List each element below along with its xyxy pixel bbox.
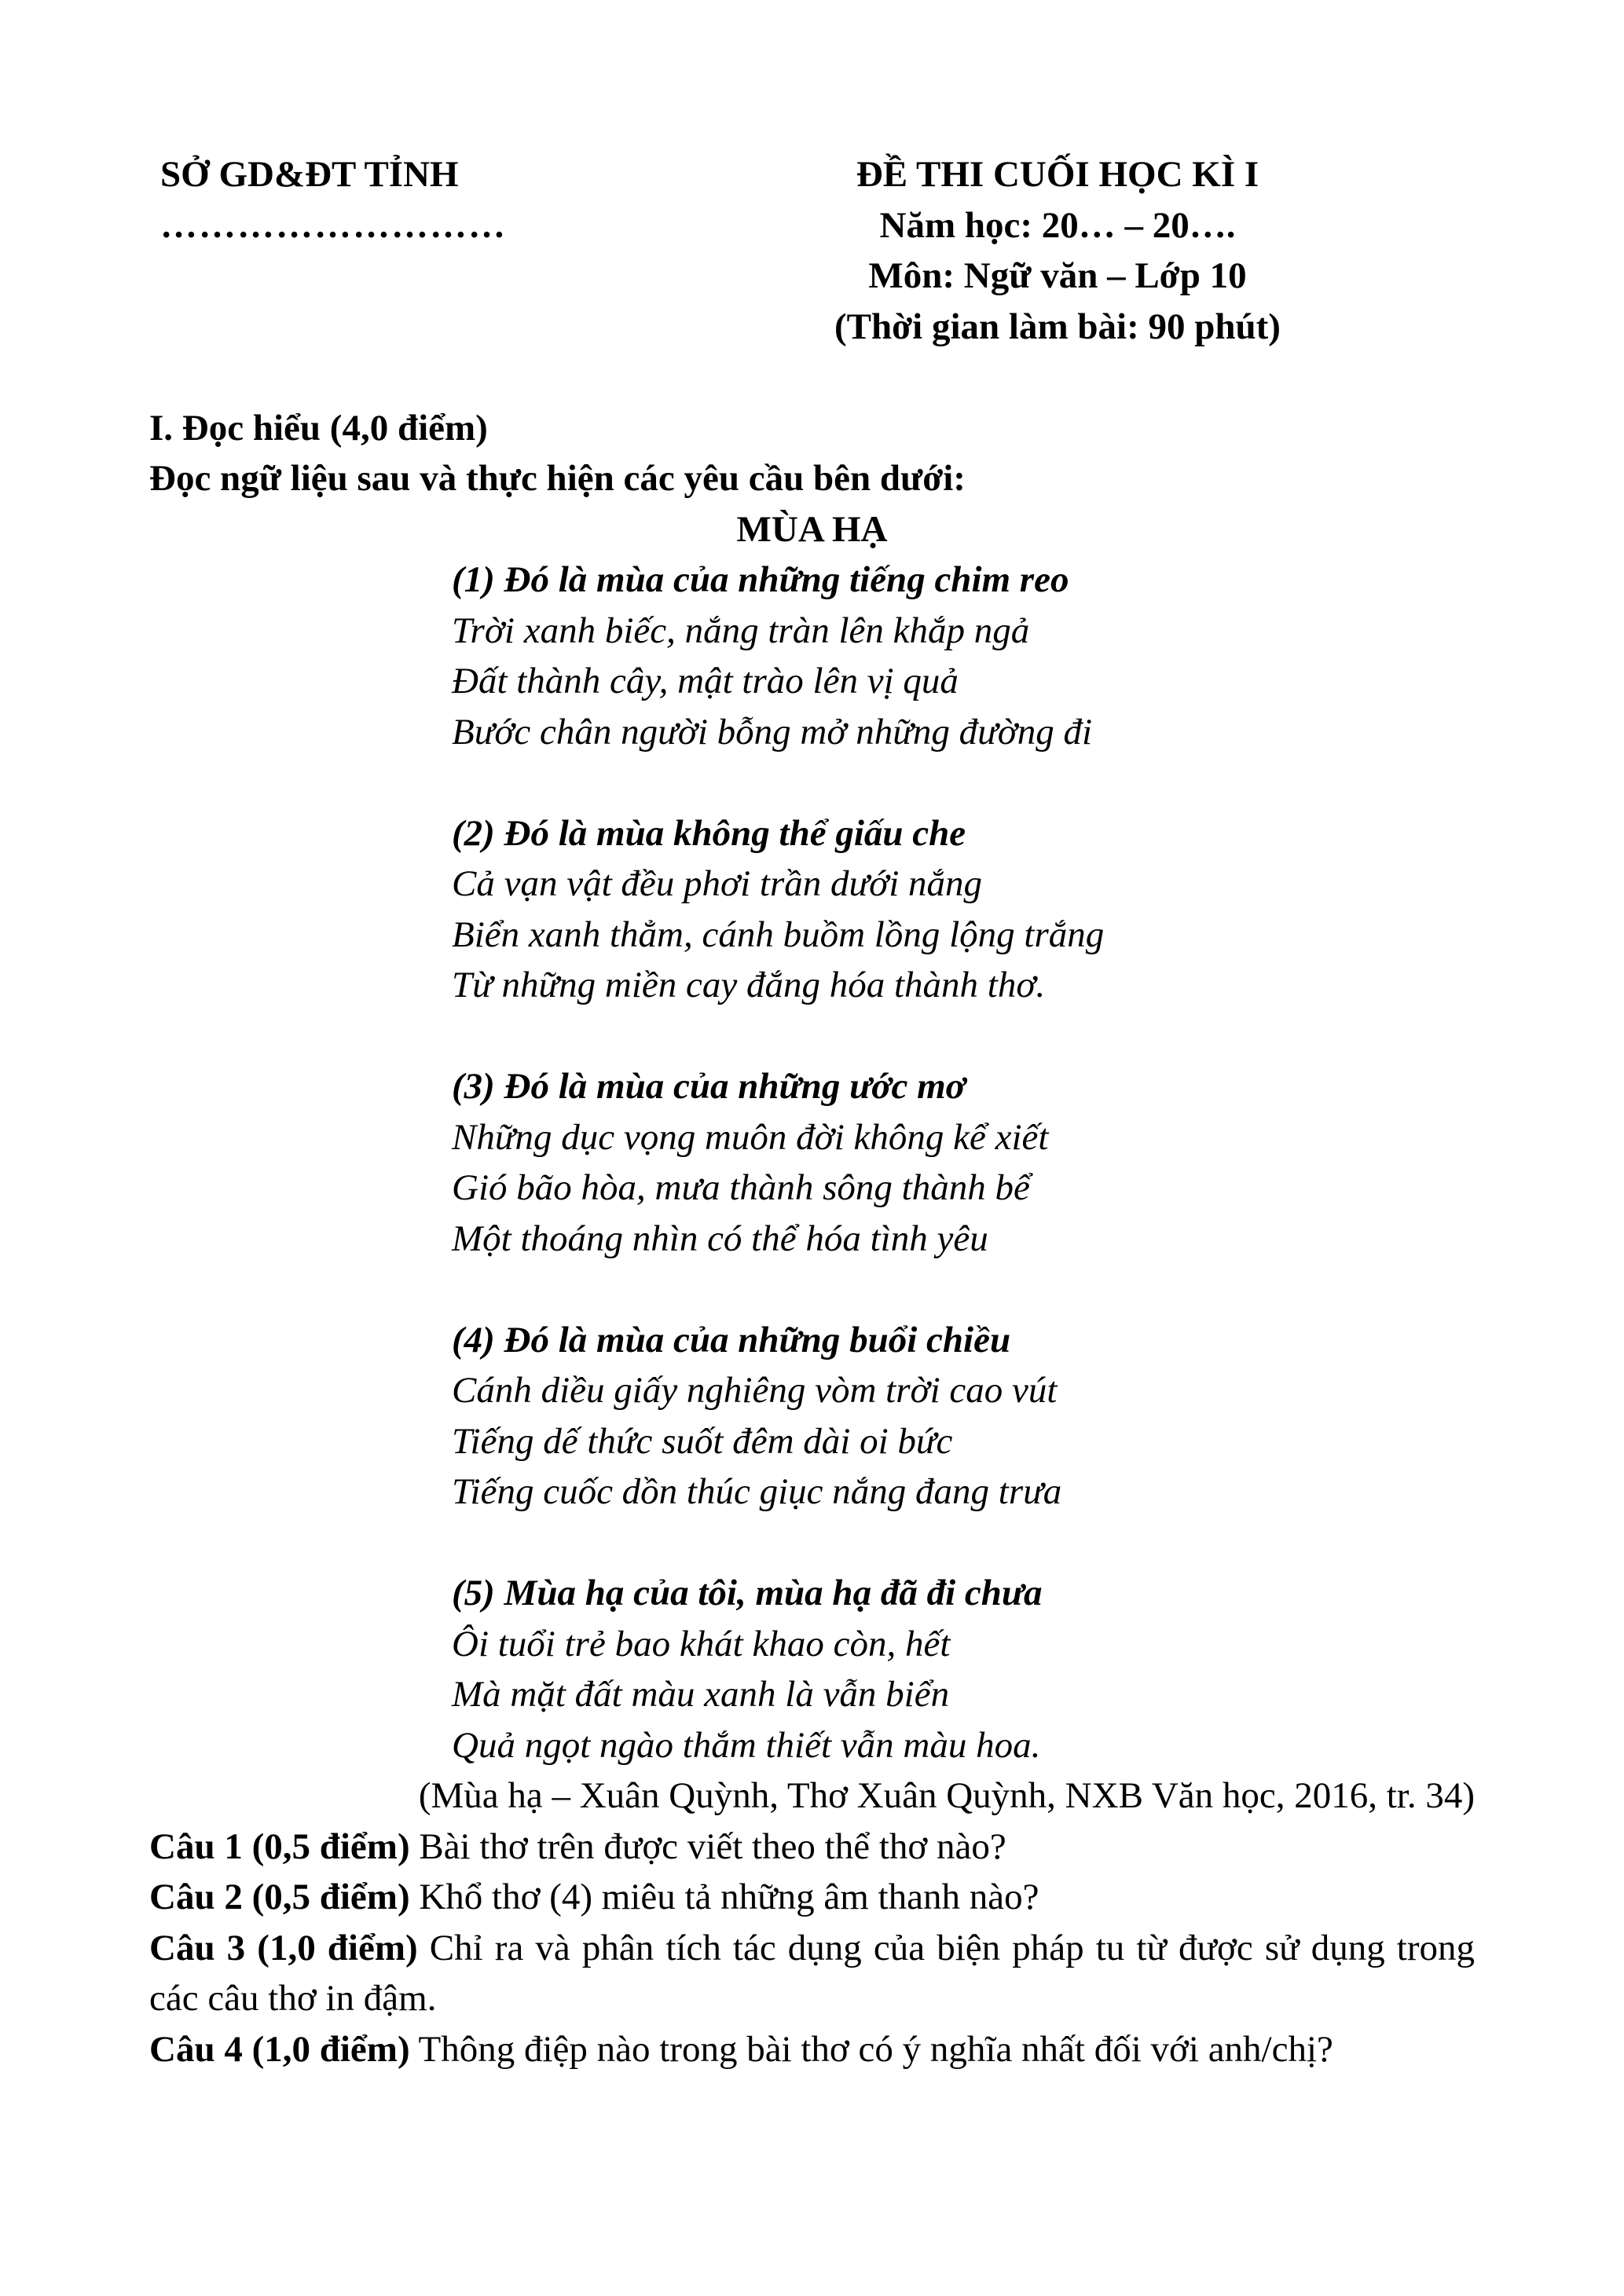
poem-line: Quả ngọt ngào thắm thiết vẫn màu hoa. [452,1724,1041,1766]
spacer [149,352,1475,403]
poem-stanza-3 [452,1061,1475,1264]
exam-duration: (Thời gian làm bài: 90 phút) [834,306,1281,347]
question-1-text: Bài thơ trên được viết theo thể thơ nào? [419,1825,1006,1867]
poem-line: (1) Đó là mùa của những tiếng chim reo [452,559,1069,600]
poem [452,555,1475,1771]
poem-stanza-4 [452,1315,1475,1518]
poem-line: (2) Đó là mùa không thể giấu che [452,812,966,854]
poem-line: Gió bão hòa, mưa thành sông thành bể [452,1167,1030,1208]
issuer-dotted-line: ……………………… [160,204,507,246]
poem-line: Ôi tuổi trẻ bao khát khao còn, hết [452,1623,951,1664]
question-4-label: Câu 4 (1,0 điểm) [149,2028,410,2070]
question-4-text: Thông điệp nào trong bài thơ có ý nghĩa nhất đối với anh/chị? [418,2028,1333,2070]
question-1 [149,1822,1475,1873]
question-2-label: Câu 2 (0,5 điểm) [149,1877,410,1917]
poem-line: Biển xanh thẳm, cánh buồm lồng lộng trắng [452,914,1105,955]
poem-line: Cả vạn vật đều phơi trần dưới nắng [452,863,983,904]
poem-line: Bước chân người bỗng mở những đường đi [452,711,1093,753]
document-header [149,149,1475,352]
poem-line: Mà mặt đất màu xanh là vẫn biển [452,1674,950,1715]
question-2-text: Khổ thơ (4) miêu tả những âm thanh nào? [419,1877,1039,1917]
reading-instruction: Đọc ngữ liệu sau và thực hiện các yêu cầu bên dưới: [149,458,966,499]
document-body [149,149,1475,2074]
question-3-text: Chỉ ra và phân tích tác dụng của biện pháp tu từ được sử dụng trong các câu thơ in đậm. [149,1927,1476,2019]
subject-grade: Môn: Ngữ văn – Lớp 10 [868,255,1247,296]
poem-line: (4) Đó là mùa của những buổi chiều [452,1319,1011,1360]
poem-stanza-1 [452,555,1475,757]
question-1-label: Câu 1 (0,5 điểm) [149,1825,410,1867]
poem-line: (3) Đó là mùa của những ước mơ [452,1066,966,1107]
poem-title: MÙA HẠ [736,508,888,550]
issuer-name: SỞ GD&ĐT TỈNH [160,154,459,195]
poem-line: Đất thành cây, mật trào lên vị quả [452,661,959,701]
section-heading: I. Đọc hiểu (4,0 điểm) [149,407,488,449]
question-4 [149,2024,1475,2075]
exam-title-block [665,149,1450,352]
poem-line: (5) Mùa hạ của tôi, mùa hạ đã đi chưa [452,1573,1043,1613]
poem-citation: (Mùa hạ – Xuân Quỳnh, Thơ Xuân Quỳnh, NXB Văn học, 2016, tr. 34) [418,1775,1475,1816]
question-3-label: Câu 3 (1,0 điểm) [149,1927,418,1968]
poem-line: Cánh diều giấy nghiêng vòm trời cao vút [452,1370,1058,1411]
poem-line: Một thoáng nhìn có thể hóa tình yêu [452,1218,988,1259]
question-2 [149,1872,1475,1923]
poem-stanza-5 [452,1568,1475,1771]
poem-line: Từ những miền cay đắng hóa thành thơ. [452,965,1046,1005]
school-year: Năm học: 20… – 20…. [879,204,1236,246]
poem-stanza-2 [452,808,1475,1011]
question-3 [149,1923,1475,2024]
poem-line: Tiếng cuốc dồn thúc giục nắng đang trưa [452,1471,1062,1512]
exam-title: ĐỀ THI CUỐI HỌC KÌ I [856,154,1259,195]
poem-line: Những dục vọng muôn đời không kể xiết [452,1116,1049,1158]
poem-line: Trời xanh biếc, nắng tràn lên khắp ngả [452,610,1030,651]
poem-line: Tiếng dế thức suốt đêm dài oi bức [452,1420,953,1462]
